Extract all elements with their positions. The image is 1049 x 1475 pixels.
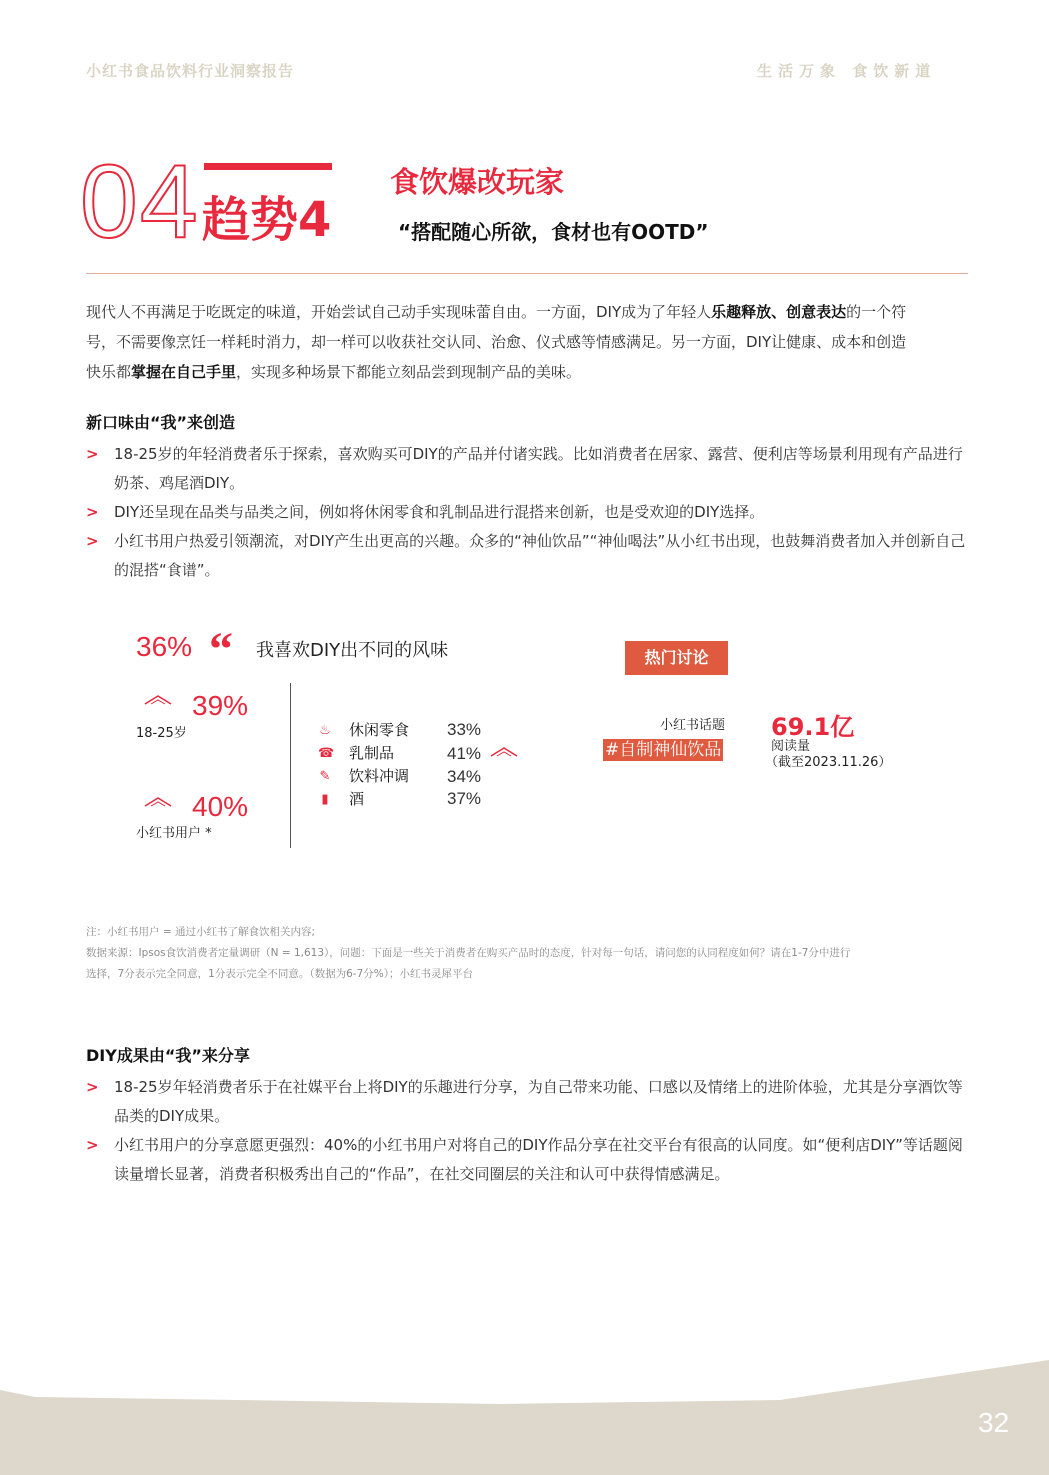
source-line: 数据来源：Ipsos食饮消费者定量调研（N = 1,613），问题：下面是一些关于消费者在购买产品时的态度，针对每一句话，请问您的认同程度如何？请在1-7分中进行 (86, 947, 851, 959)
chevron-right-icon: > (86, 532, 99, 550)
report-title: 小红书食品饮料行业洞察报告 (86, 62, 295, 80)
topic-hashtag[interactable]: #自制神仙饮品 (605, 740, 722, 760)
section-subtitle: “搭配随心所欲，食材也有OOTD” (398, 220, 709, 244)
chevron-right-icon: > (86, 503, 99, 521)
list-item: > 小红书用户热爱引领潮流，对DIY产生出更高的兴趣。众多的“神仙饮品”“神仙喝法”从小红书出现，也鼓舞消费者加入并创新自己的混搭“食谱”。 (86, 527, 970, 585)
category-percent: 33% (447, 720, 482, 739)
age-percent: 39% (192, 690, 249, 721)
vertical-divider (290, 683, 291, 848)
age-label: 18-25岁 (136, 726, 187, 741)
dairy-icon: ☎ (318, 746, 335, 761)
hot-topic-badge: 热门讨论 (625, 641, 728, 675)
footer-wave (0, 1360, 1049, 1475)
chevron-right-icon: > (86, 445, 99, 463)
category-name: 乳制品 (349, 744, 395, 762)
category-percent: 41% (447, 744, 482, 763)
snack-icon: ♨ (319, 723, 331, 738)
user-percent: 40% (192, 791, 249, 822)
category-name: 酒 (349, 790, 365, 808)
category-percent: 37% (447, 789, 482, 808)
trend-label: 趋势4 (202, 192, 332, 248)
intro-line: 快乐都掌握在自己手里，实现多种场景下都能立刻品尝到现制产品的美味。 (86, 363, 582, 381)
arrow-up-icon (143, 694, 173, 706)
beer-icon: ▮ (321, 792, 329, 807)
headline-percent: 36% (136, 631, 193, 662)
part2-heading: DIY成果由“我”来分享 (86, 1046, 250, 1065)
list-item: > 18-25岁年轻消费者乐于在社媒平台上将DIY的乐趣进行分享，为自己带来功能、口感以及情绪上的进阶体验，尤其是分享酒饮等品类的DIY成果。 (86, 1073, 970, 1131)
list-item: > 18-25岁的年轻消费者乐于探索，喜欢购买可DIY的产品并付诸实践。比如消费者在居家、露营、便利店等场景利用现有产品进行奶茶、鸡尾酒DIY。 (86, 440, 970, 498)
intro-line: 号，不需要像烹饪一样耗时消力，却一样可以收获社交认同、治愈、仪式感等情感满足。另一方面，DIY让健康、成本和创造 (86, 333, 907, 351)
arrow-up-icon (489, 746, 519, 758)
chevron-right-icon: > (86, 1078, 99, 1096)
title-accent-bar (204, 163, 332, 170)
quote-text: 我喜欢DIY出不同的风味 (256, 640, 449, 661)
footnote (86, 922, 970, 985)
section-title: 食饮爆改玩家 (390, 165, 565, 199)
read-count-label: 阅读量 (771, 739, 811, 754)
part1-bullets (86, 440, 970, 585)
page-number: 32 (978, 1407, 1010, 1438)
drink-mix-icon: ✎ (319, 769, 331, 784)
category-percent: 34% (447, 767, 482, 786)
intro-line: 现代人不再满足于吃既定的味道，开始尝试自己动手实现味蕾自由。一方面，DIY成为了年轻人乐趣释放、创意表达的一个符 (86, 303, 907, 321)
user-label: 小红书用户 * (136, 826, 212, 841)
topic-label: 小红书话题 (660, 718, 726, 733)
chevron-right-icon: > (86, 1136, 99, 1154)
intro-paragraph (86, 297, 970, 387)
arrow-up-icon (143, 796, 173, 808)
quote-icon: “ (209, 623, 233, 676)
list-item: > DIY还呈现在品类与品类之间，例如将休闲零食和乳制品进行混搭来创新，也是受欢迎的DIY选择。 (86, 498, 970, 527)
source-line: 选择，7分表示完全同意，1分表示完全不同意。（数据为6-7分%）；小红书灵犀平台 (86, 968, 473, 980)
section-number: 04 (80, 144, 200, 260)
category-name: 饮料冲调 (349, 767, 410, 785)
note-line: 注：小红书用户 = 通过小红书了解食饮相关内容; (86, 926, 316, 938)
part1-heading: 新口味由“我”来创造 (86, 413, 236, 432)
read-count: 69.1亿 (771, 713, 855, 741)
report-slogan: 生活万象 食饮新道 (757, 62, 937, 80)
divider (86, 273, 968, 274)
part2-bullets (86, 1073, 970, 1189)
list-item: > 小红书用户的分享意愿更强烈：40%的小红书用户对将自己的DIY作品分享在社交平台有很高的认同度。如“便利店DIY”等话题阅读量增长显著，消费者积极秀出自己的“作品”，在社交同圈层的关注和认可中获得情感满足。 (86, 1131, 970, 1189)
category-name: 休闲零食 (349, 721, 410, 739)
read-count-date: （截至2023.11.26） (765, 755, 892, 770)
